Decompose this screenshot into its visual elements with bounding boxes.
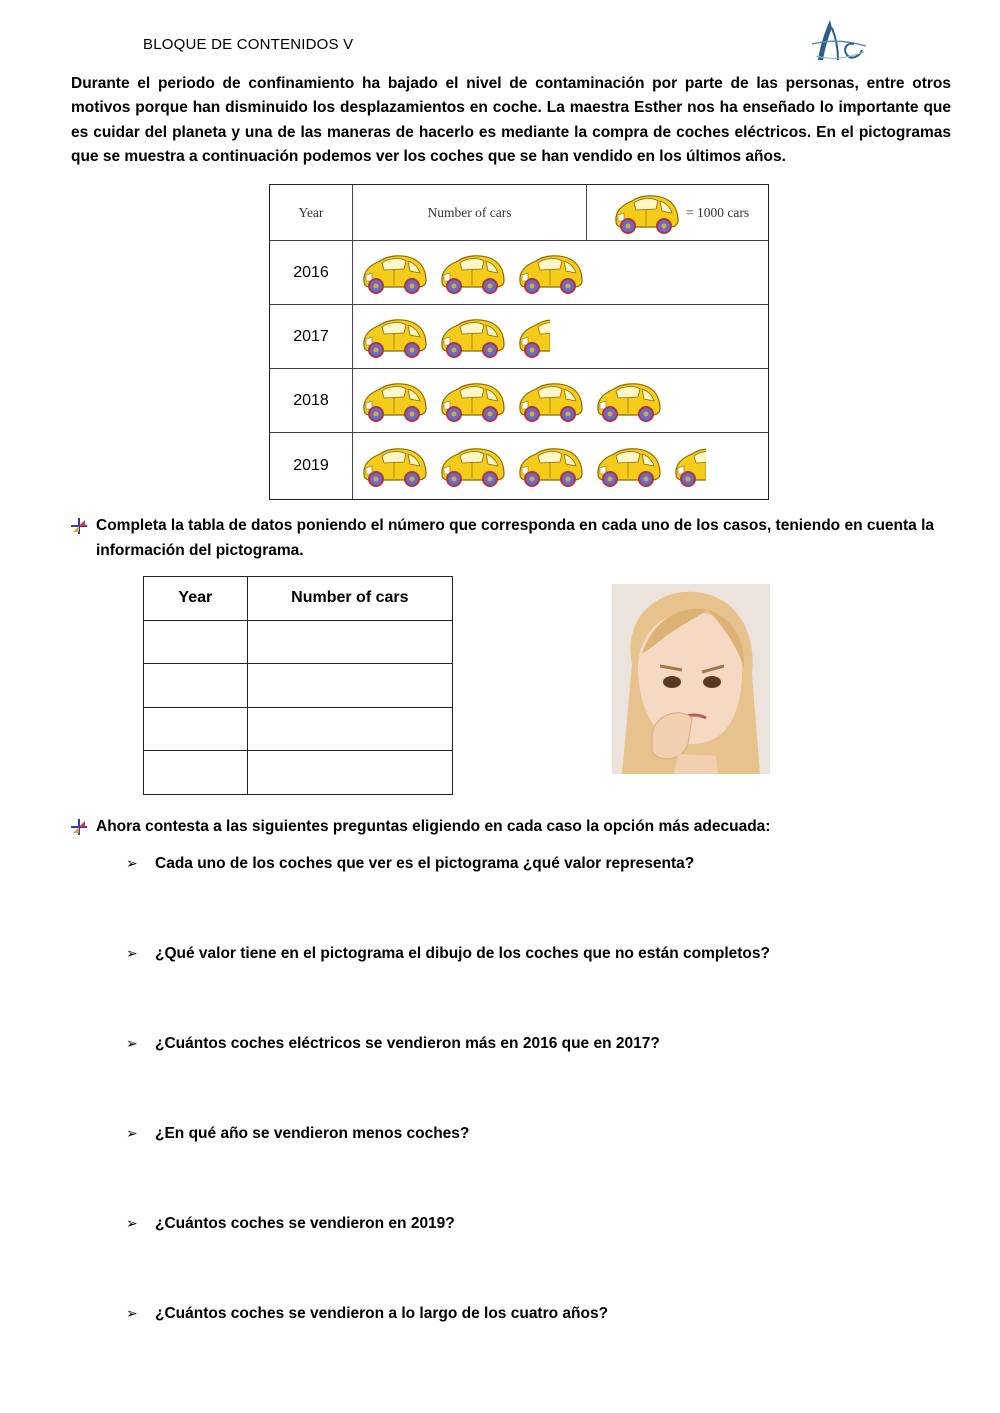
task1-instruction bbox=[71, 514, 951, 563]
task1-text: Completa la tabla de datos poniendo el número que corresponda en cada uno de los casos, teniendo en cuenta la información del pictograma. bbox=[96, 517, 935, 559]
pictogram-year-header: Year bbox=[270, 185, 353, 240]
data-table bbox=[143, 576, 453, 795]
pictogram-year: 2018 bbox=[270, 369, 353, 432]
car-icon bbox=[438, 444, 506, 488]
car-icon bbox=[438, 379, 506, 423]
car-icon bbox=[360, 251, 428, 295]
question-text: ¿Cuántos coches eléctricos se vendieron más en 2016 que en 2017? bbox=[155, 1035, 660, 1052]
pictogram-cars bbox=[360, 241, 584, 304]
pictogram-row bbox=[270, 241, 768, 305]
car-icon bbox=[612, 191, 680, 235]
question-item bbox=[126, 1035, 660, 1053]
pictogram-year: 2016 bbox=[270, 241, 353, 304]
year-input-cell[interactable] bbox=[144, 751, 248, 795]
half-car-icon bbox=[672, 444, 706, 488]
question-text: ¿Qué valor tiene en el pictograma el dibujo de los coches que no están completos? bbox=[155, 945, 770, 962]
car-icon bbox=[360, 315, 428, 359]
pictogram-key bbox=[587, 185, 768, 240]
arrow-bullet-icon: ➢ bbox=[126, 1215, 138, 1231]
pictogram-row bbox=[270, 305, 768, 369]
table-row bbox=[144, 620, 453, 664]
year-input-cell[interactable] bbox=[144, 664, 248, 708]
year-input-cell[interactable] bbox=[144, 620, 248, 664]
question-text: ¿En qué año se vendieron menos coches? bbox=[155, 1125, 470, 1142]
car-icon bbox=[594, 379, 662, 423]
number-input-cell[interactable] bbox=[247, 707, 452, 751]
number-input-cell[interactable] bbox=[247, 620, 452, 664]
data-table-year-header: Year bbox=[144, 577, 248, 621]
arrow-bullet-icon: ➢ bbox=[126, 1305, 138, 1321]
data-table-header bbox=[144, 577, 453, 621]
year-input-cell[interactable] bbox=[144, 707, 248, 751]
car-icon bbox=[516, 444, 584, 488]
pictogram-year: 2019 bbox=[270, 433, 353, 499]
pictogram-cars bbox=[360, 305, 550, 368]
question-text: ¿Cuántos coches se vendieron a lo largo de los cuatro años? bbox=[155, 1305, 609, 1322]
question-item bbox=[126, 855, 694, 873]
pictogram-cars bbox=[360, 369, 662, 432]
number-input-cell[interactable] bbox=[247, 751, 452, 795]
pictogram-key-text: = 1000 cars bbox=[686, 204, 750, 220]
half-car-icon bbox=[516, 315, 550, 359]
car-icon bbox=[438, 315, 506, 359]
question-item bbox=[126, 1215, 455, 1233]
pictogram-header-row bbox=[270, 185, 768, 241]
table-row bbox=[144, 751, 453, 795]
pictogram-year: 2017 bbox=[270, 305, 353, 368]
pictogram-row bbox=[270, 369, 768, 433]
table-row bbox=[144, 707, 453, 751]
arrow-bullet-icon: ➢ bbox=[126, 1125, 138, 1141]
question-text: Cada uno de los coches que ver es el pictograma ¿qué valor representa? bbox=[155, 855, 695, 872]
pictogram-row bbox=[270, 433, 768, 499]
pictogram-number-header: Number of cars bbox=[353, 185, 587, 240]
table-row bbox=[144, 664, 453, 708]
arrow-bullet-icon: ➢ bbox=[126, 945, 138, 961]
task2-text: Ahora contesta a las siguientes preguntas eligiendo en cada caso la opción más adecuada: bbox=[96, 818, 771, 835]
arrow-bullet-icon: ➢ bbox=[126, 855, 138, 871]
car-icon bbox=[516, 251, 584, 295]
question-text: ¿Cuántos coches se vendieron en 2019? bbox=[155, 1215, 455, 1232]
question-item bbox=[126, 945, 770, 963]
car-icon bbox=[360, 379, 428, 423]
car-icon bbox=[360, 444, 428, 488]
thinking-girl-avatar bbox=[612, 584, 770, 774]
car-icon bbox=[516, 379, 584, 423]
intro-paragraph: Durante el periodo de confinamiento ha bajado el nivel de contaminación por parte de las personas, entre otros motivos porque han disminuido los desplazamientos en coche. La maestra Esther nos ha enseñado lo importante que es cuidar del planeta y una de las maneras de hacerlo es mediante la compra de coches eléctricos. En el pictogramas que se muestra a continuación podemos ver los coches que se han vendido en los últimos años. bbox=[71, 75, 951, 165]
bullet-arrow-icon bbox=[71, 819, 87, 835]
logo-icon bbox=[810, 16, 868, 68]
question-item bbox=[126, 1305, 608, 1323]
pictogram-cars bbox=[360, 433, 706, 499]
task2-instruction bbox=[71, 815, 951, 840]
bullet-arrow-icon bbox=[71, 518, 87, 534]
pictogram bbox=[269, 184, 769, 500]
number-input-cell[interactable] bbox=[247, 664, 452, 708]
header-title: BLOQUE DE CONTENIDOS V bbox=[143, 36, 354, 53]
arrow-bullet-icon: ➢ bbox=[126, 1035, 138, 1051]
car-icon bbox=[594, 444, 662, 488]
question-item bbox=[126, 1125, 469, 1143]
data-table-number-header: Number of cars bbox=[247, 577, 452, 621]
car-icon bbox=[438, 251, 506, 295]
